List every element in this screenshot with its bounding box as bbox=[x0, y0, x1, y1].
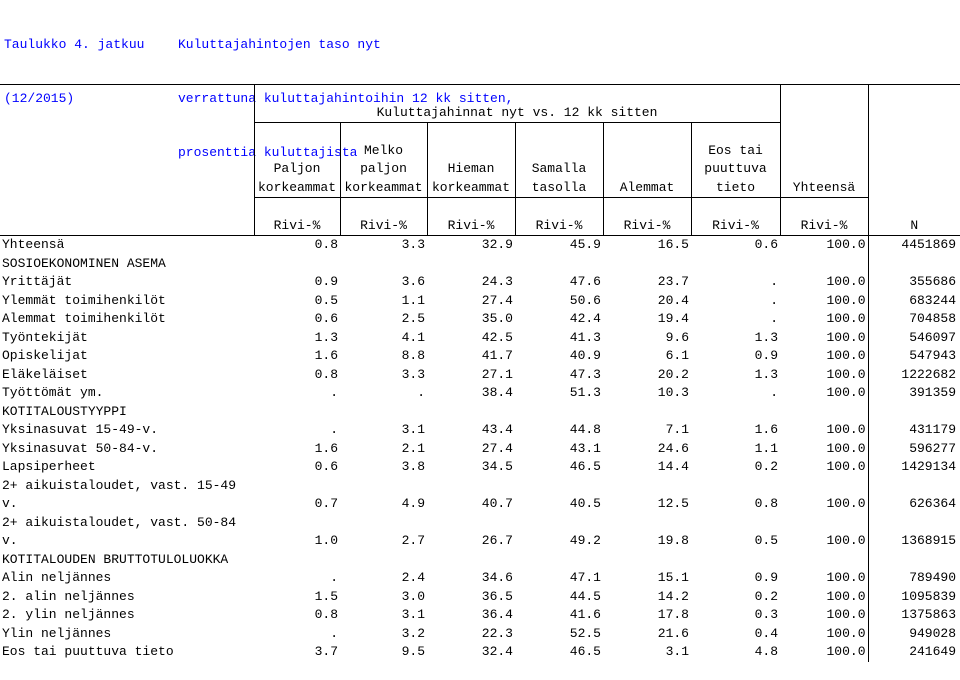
row-label: Ylemmät toimihenkilöt bbox=[2, 292, 166, 308]
cell-percent bbox=[515, 551, 603, 570]
cell-percent: 44.5 bbox=[569, 588, 601, 604]
table-row bbox=[0, 643, 960, 662]
cell-percent bbox=[780, 477, 868, 496]
column-header-6-line-2: puuttuva bbox=[691, 160, 780, 179]
cell-percent bbox=[780, 514, 868, 533]
table-row bbox=[0, 625, 960, 644]
cell-percent: 52.5 bbox=[569, 625, 601, 641]
cell-n: 241649 bbox=[868, 643, 960, 662]
table-row bbox=[0, 421, 960, 440]
cell-percent: 27.4 bbox=[481, 292, 513, 308]
cell-percent: 34.6 bbox=[481, 570, 513, 585]
cell-percent: 1.3 bbox=[754, 329, 778, 345]
cell-percent: 100.0 bbox=[826, 348, 866, 363]
table-row bbox=[0, 606, 960, 625]
cell-percent bbox=[427, 403, 515, 422]
column-header-2-line-2: paljon bbox=[340, 160, 427, 179]
cell-n: 949028 bbox=[868, 625, 960, 644]
unit-header-8: N bbox=[868, 217, 960, 236]
cell-percent: 20.4 bbox=[657, 292, 689, 308]
cell-percent: 3.2 bbox=[401, 625, 425, 641]
cell-percent: 100.0 bbox=[826, 459, 866, 474]
cell-percent: 3.8 bbox=[401, 459, 425, 474]
cell-percent: 1.6 bbox=[754, 422, 778, 437]
cell-percent bbox=[780, 551, 868, 570]
cell-percent: . bbox=[330, 385, 338, 400]
cell-percent: 51.3 bbox=[569, 385, 601, 400]
cell-percent: 8.8 bbox=[401, 348, 425, 363]
table-row bbox=[0, 569, 960, 588]
cell-percent: 0.8 bbox=[754, 496, 778, 511]
cell-percent: . bbox=[770, 311, 778, 326]
cell-percent: 100.0 bbox=[826, 237, 866, 252]
cell-percent bbox=[254, 255, 340, 274]
cell-percent: 14.4 bbox=[657, 459, 689, 474]
cell-percent: 47.3 bbox=[569, 366, 601, 382]
cell-percent: 3.3 bbox=[401, 237, 425, 252]
cell-percent: 0.3 bbox=[754, 607, 778, 622]
cell-percent: 3.1 bbox=[665, 644, 689, 659]
cell-percent: 1.3 bbox=[314, 329, 338, 345]
cell-percent: 3.0 bbox=[401, 588, 425, 604]
cell-percent: 100.0 bbox=[826, 366, 866, 382]
row-label: KOTITALOUSTYYPPI bbox=[2, 403, 127, 419]
cell-percent: 50.6 bbox=[569, 292, 601, 308]
unit-header-3: Rivi-% bbox=[427, 217, 515, 236]
cell-percent: 46.5 bbox=[569, 459, 601, 474]
row-label: 2+ aikuistaloudet, vast. 15-49 bbox=[2, 477, 237, 493]
unit-header-6: Rivi-% bbox=[691, 217, 780, 236]
cell-percent: 1.1 bbox=[401, 292, 425, 308]
cell-percent bbox=[340, 514, 427, 533]
cell-percent: 3.1 bbox=[401, 607, 425, 622]
column-header-n-blank bbox=[868, 179, 960, 198]
cell-percent: 4.8 bbox=[754, 644, 778, 659]
cell-n: 1368915 bbox=[868, 532, 960, 551]
row-label: 2+ aikuistaloudet, vast. 50-84 bbox=[2, 514, 237, 530]
table-row bbox=[0, 255, 960, 274]
table-title-line-2: verrattuna kuluttajahintoihin 12 kk sitten, bbox=[178, 91, 514, 106]
cell-n bbox=[868, 403, 960, 422]
cell-percent: 49.2 bbox=[569, 533, 601, 548]
row-label: Ylin neljännes bbox=[2, 625, 112, 641]
table-row bbox=[0, 532, 960, 551]
cell-percent bbox=[427, 514, 515, 533]
column-header-3-line-1 bbox=[427, 142, 515, 161]
cell-percent bbox=[340, 255, 427, 274]
column-header-5-line-3: Alemmat bbox=[603, 179, 691, 198]
column-header-1-line-1 bbox=[254, 142, 340, 161]
cell-percent: 100.0 bbox=[826, 385, 866, 400]
cell-percent: 32.4 bbox=[481, 644, 513, 659]
cell-percent: 38.4 bbox=[481, 385, 513, 400]
column-header-7-line-1 bbox=[780, 142, 868, 161]
cell-percent: 24.6 bbox=[657, 440, 689, 456]
cell-n: 596277 bbox=[868, 440, 960, 459]
cell-percent: 1.6 bbox=[314, 348, 338, 363]
cell-percent: 9.6 bbox=[665, 329, 689, 345]
cell-percent bbox=[603, 403, 691, 422]
column-header-2-line-1: Melko bbox=[340, 142, 427, 161]
cell-percent: 100.0 bbox=[826, 588, 866, 604]
table-row bbox=[0, 273, 960, 292]
row-label: Opiskelijat bbox=[2, 348, 88, 363]
cell-n: 1375863 bbox=[868, 606, 960, 625]
cell-percent: 23.7 bbox=[657, 274, 689, 289]
cell-percent: 15.1 bbox=[657, 570, 689, 585]
header-group-row bbox=[0, 104, 960, 123]
column-header-n-blank bbox=[868, 142, 960, 161]
cell-percent bbox=[691, 255, 780, 274]
cell-percent: 27.1 bbox=[481, 366, 513, 382]
table-row bbox=[0, 310, 960, 329]
table-row bbox=[0, 514, 960, 533]
cell-percent: 0.8 bbox=[314, 237, 338, 252]
cell-percent: 19.4 bbox=[657, 311, 689, 326]
cell-percent bbox=[603, 255, 691, 274]
cell-percent: 0.6 bbox=[314, 311, 338, 326]
column-header-5-line-2 bbox=[603, 160, 691, 179]
cell-percent: 20.2 bbox=[657, 366, 689, 382]
cell-percent: 47.6 bbox=[569, 274, 601, 289]
cell-percent: 1.5 bbox=[314, 588, 338, 604]
cell-percent: 22.3 bbox=[481, 625, 513, 641]
table-row bbox=[0, 588, 960, 607]
table-row bbox=[0, 384, 960, 403]
column-header-n-blank bbox=[868, 160, 960, 179]
row-label: Työttömät ym. bbox=[2, 385, 104, 400]
header-units-row bbox=[0, 217, 960, 236]
column-header-1-line-3: korkeammat bbox=[254, 179, 340, 198]
cell-percent: 0.7 bbox=[314, 496, 338, 511]
row-label: SOSIOEKONOMINEN ASEMA bbox=[2, 255, 166, 271]
row-label: Yksinasuvat 15-49-v. bbox=[2, 422, 159, 437]
cell-n: 547943 bbox=[868, 347, 960, 366]
column-header-4-line-3: tasolla bbox=[515, 179, 603, 198]
cell-percent: . bbox=[770, 292, 778, 308]
table-row bbox=[0, 403, 960, 422]
cell-percent bbox=[603, 514, 691, 533]
cell-percent bbox=[340, 477, 427, 496]
cell-percent: 32.9 bbox=[481, 237, 513, 252]
cell-percent bbox=[691, 514, 780, 533]
cell-percent: 100.0 bbox=[826, 644, 866, 659]
cell-percent: 100.0 bbox=[826, 329, 866, 345]
table-row bbox=[0, 329, 960, 348]
cell-percent: 2.4 bbox=[401, 570, 425, 585]
cell-percent: 41.7 bbox=[481, 348, 513, 363]
cell-n bbox=[868, 477, 960, 496]
cell-percent: 3.7 bbox=[314, 644, 338, 659]
cell-percent: 17.8 bbox=[657, 607, 689, 622]
cell-percent: 12.5 bbox=[657, 496, 689, 511]
column-header-4-line-2: Samalla bbox=[515, 160, 603, 179]
row-label: Työntekijät bbox=[2, 329, 88, 345]
cell-percent: 14.2 bbox=[657, 588, 689, 604]
cell-percent: 43.4 bbox=[481, 422, 513, 437]
cell-percent: 24.3 bbox=[481, 274, 513, 289]
cell-percent: 1.0 bbox=[314, 533, 338, 548]
cell-percent: 41.6 bbox=[569, 607, 601, 622]
cell-percent: 0.9 bbox=[314, 274, 338, 289]
cell-n: 391359 bbox=[868, 384, 960, 403]
cell-percent: 46.5 bbox=[569, 644, 601, 659]
cell-percent: 2.5 bbox=[401, 311, 425, 326]
cell-percent: 6.1 bbox=[665, 348, 689, 363]
cell-percent: . bbox=[417, 385, 425, 400]
cell-percent: 0.8 bbox=[314, 607, 338, 622]
cell-percent: 36.5 bbox=[481, 588, 513, 604]
cell-percent: 100.0 bbox=[826, 570, 866, 585]
cell-percent: 100.0 bbox=[826, 625, 866, 641]
cell-percent bbox=[515, 403, 603, 422]
cell-percent: 9.5 bbox=[401, 644, 425, 659]
row-label: KOTITALOUDEN BRUTTOTULOLUOKKA bbox=[2, 551, 229, 567]
cell-percent: 100.0 bbox=[826, 292, 866, 308]
unit-header-2: Rivi-% bbox=[340, 217, 427, 236]
cell-n bbox=[868, 255, 960, 274]
table-row bbox=[0, 495, 960, 514]
row-label: Eläkeläiset bbox=[2, 366, 88, 382]
cell-percent: 34.5 bbox=[481, 459, 513, 474]
cell-n: 626364 bbox=[868, 495, 960, 514]
table-row bbox=[0, 236, 960, 255]
cell-percent: 16.5 bbox=[657, 237, 689, 252]
cell-n: 431179 bbox=[868, 421, 960, 440]
cell-n: 546097 bbox=[868, 329, 960, 348]
cell-percent: 3.3 bbox=[401, 366, 425, 382]
cell-percent: 36.4 bbox=[481, 607, 513, 622]
row-label: Eos tai puuttuva tieto bbox=[2, 644, 174, 659]
row-label: Alin neljännes bbox=[2, 570, 112, 585]
cell-percent: 0.5 bbox=[314, 292, 338, 308]
row-label: v. bbox=[2, 533, 18, 548]
table-row bbox=[0, 551, 960, 570]
header-line-1 bbox=[0, 142, 960, 161]
unit-header-7: Rivi-% bbox=[780, 217, 868, 236]
table-row bbox=[0, 477, 960, 496]
cell-percent: 45.9 bbox=[569, 237, 601, 252]
cell-percent: 1.3 bbox=[754, 366, 778, 382]
cell-n: 1429134 bbox=[868, 458, 960, 477]
cell-percent: 40.5 bbox=[569, 496, 601, 511]
table-number: Taulukko 4. jatkuu bbox=[4, 37, 145, 52]
cell-percent: 40.7 bbox=[481, 496, 513, 511]
row-label: v. bbox=[2, 496, 18, 511]
cell-percent bbox=[515, 255, 603, 274]
cell-percent: 1.6 bbox=[314, 440, 338, 456]
cell-percent: 43.1 bbox=[569, 440, 601, 456]
column-header-6-line-1: Eos tai bbox=[691, 142, 780, 161]
cell-percent: 100.0 bbox=[826, 496, 866, 511]
cell-percent: 47.1 bbox=[569, 570, 601, 585]
cell-percent: 100.0 bbox=[826, 311, 866, 326]
row-label: Yhteensä bbox=[2, 237, 65, 252]
cell-percent: 0.5 bbox=[754, 533, 778, 548]
cell-percent: 0.9 bbox=[754, 570, 778, 585]
cell-percent: 0.6 bbox=[754, 237, 778, 252]
cell-percent: 41.3 bbox=[569, 329, 601, 345]
cell-percent: 4.9 bbox=[401, 496, 425, 511]
cell-percent: 2.1 bbox=[401, 440, 425, 456]
column-header-2-line-3: korkeammat bbox=[340, 179, 427, 198]
cell-percent bbox=[515, 477, 603, 496]
cell-percent: . bbox=[330, 422, 338, 437]
cell-percent: 0.8 bbox=[314, 366, 338, 382]
cell-percent: 0.4 bbox=[754, 625, 778, 641]
cell-percent bbox=[254, 514, 340, 533]
statistics-table bbox=[0, 84, 960, 662]
cell-percent: 100.0 bbox=[826, 533, 866, 548]
cell-percent: 100.0 bbox=[826, 440, 866, 456]
table-title-line-3: prosenttia kuluttajista bbox=[178, 145, 358, 160]
table-row bbox=[0, 440, 960, 459]
cell-percent: 0.9 bbox=[754, 348, 778, 363]
row-label: Yksinasuvat 50-84-v. bbox=[2, 440, 159, 456]
cell-percent: 3.1 bbox=[401, 422, 425, 437]
cell-percent: 10.3 bbox=[657, 385, 689, 400]
cell-percent: 40.9 bbox=[569, 348, 601, 363]
cell-percent: . bbox=[770, 385, 778, 400]
column-header-3-line-2: Hieman bbox=[427, 160, 515, 179]
row-label: Lapsiperheet bbox=[2, 459, 96, 474]
cell-percent: 0.2 bbox=[754, 459, 778, 474]
cell-percent bbox=[254, 403, 340, 422]
cell-percent: 21.6 bbox=[657, 625, 689, 641]
cell-percent: 44.8 bbox=[569, 422, 601, 437]
cell-percent bbox=[780, 403, 868, 422]
table-date: (12/2015) bbox=[4, 91, 75, 106]
cell-percent: 0.2 bbox=[754, 588, 778, 604]
cell-percent bbox=[691, 403, 780, 422]
row-label: Alemmat toimihenkilöt bbox=[2, 311, 166, 326]
cell-n: 4451869 bbox=[868, 236, 960, 255]
column-header-7-line-3: Yhteensä bbox=[780, 179, 868, 198]
cell-percent: 19.8 bbox=[657, 533, 689, 548]
cell-percent: 0.6 bbox=[314, 459, 338, 474]
header-line-3 bbox=[0, 179, 960, 198]
column-header-1-line-2: Paljon bbox=[254, 160, 340, 179]
cell-n: 1095839 bbox=[868, 588, 960, 607]
cell-percent bbox=[691, 551, 780, 570]
column-header-4-line-1 bbox=[515, 142, 603, 161]
cell-percent bbox=[427, 551, 515, 570]
cell-percent: . bbox=[770, 274, 778, 289]
header-spacer-row bbox=[0, 85, 960, 104]
cell-percent: 100.0 bbox=[826, 607, 866, 622]
unit-header-5: Rivi-% bbox=[603, 217, 691, 236]
cell-percent bbox=[427, 255, 515, 274]
header-blank-row bbox=[0, 123, 960, 142]
column-header-7-line-2 bbox=[780, 160, 868, 179]
cell-percent: 100.0 bbox=[826, 274, 866, 289]
cell-percent: 4.1 bbox=[401, 329, 425, 345]
row-label: 2. ylin neljännes bbox=[2, 607, 135, 622]
header-blank-row-2 bbox=[0, 198, 960, 217]
cell-percent: 100.0 bbox=[826, 422, 866, 437]
table-row bbox=[0, 347, 960, 366]
cell-percent bbox=[515, 514, 603, 533]
group-title: Kuluttajahinnat nyt vs. 12 kk sitten bbox=[254, 104, 780, 123]
column-header-6-line-3: tieto bbox=[691, 179, 780, 198]
header-line-2 bbox=[0, 160, 960, 179]
unit-header-1: Rivi-% bbox=[254, 217, 340, 236]
column-header-3-line-3: korkeammat bbox=[427, 179, 515, 198]
cell-n bbox=[868, 514, 960, 533]
cell-percent bbox=[427, 477, 515, 496]
column-header-5-line-1 bbox=[603, 142, 691, 161]
cell-percent bbox=[340, 403, 427, 422]
row-label: Yrittäjät bbox=[2, 274, 73, 289]
cell-percent bbox=[691, 477, 780, 496]
cell-percent bbox=[603, 551, 691, 570]
table-row bbox=[0, 292, 960, 311]
cell-n: 789490 bbox=[868, 569, 960, 588]
cell-percent: 35.0 bbox=[481, 311, 513, 326]
cell-percent bbox=[603, 477, 691, 496]
cell-percent bbox=[254, 477, 340, 496]
cell-percent: 42.4 bbox=[569, 311, 601, 326]
cell-percent: 42.5 bbox=[481, 329, 513, 345]
table-title-line-1: Kuluttajahintojen taso nyt bbox=[178, 37, 381, 52]
table-row bbox=[0, 366, 960, 385]
cell-percent: . bbox=[330, 625, 338, 641]
table-row bbox=[0, 458, 960, 477]
cell-percent: 2.7 bbox=[401, 533, 425, 548]
cell-n bbox=[868, 551, 960, 570]
cell-n: 704858 bbox=[868, 310, 960, 329]
cell-percent bbox=[340, 551, 427, 570]
unit-header-4: Rivi-% bbox=[515, 217, 603, 236]
cell-percent: 7.1 bbox=[665, 422, 689, 437]
row-label: 2. alin neljännes bbox=[2, 588, 135, 604]
cell-percent: 3.6 bbox=[401, 274, 425, 289]
cell-percent bbox=[780, 255, 868, 274]
cell-percent bbox=[254, 551, 340, 570]
cell-percent: 27.4 bbox=[481, 440, 513, 456]
cell-percent: . bbox=[330, 570, 338, 585]
cell-n: 1222682 bbox=[868, 366, 960, 385]
cell-percent: 26.7 bbox=[481, 533, 513, 548]
cell-percent: 1.1 bbox=[754, 440, 778, 456]
cell-n: 355686 bbox=[868, 273, 960, 292]
cell-n: 683244 bbox=[868, 292, 960, 311]
